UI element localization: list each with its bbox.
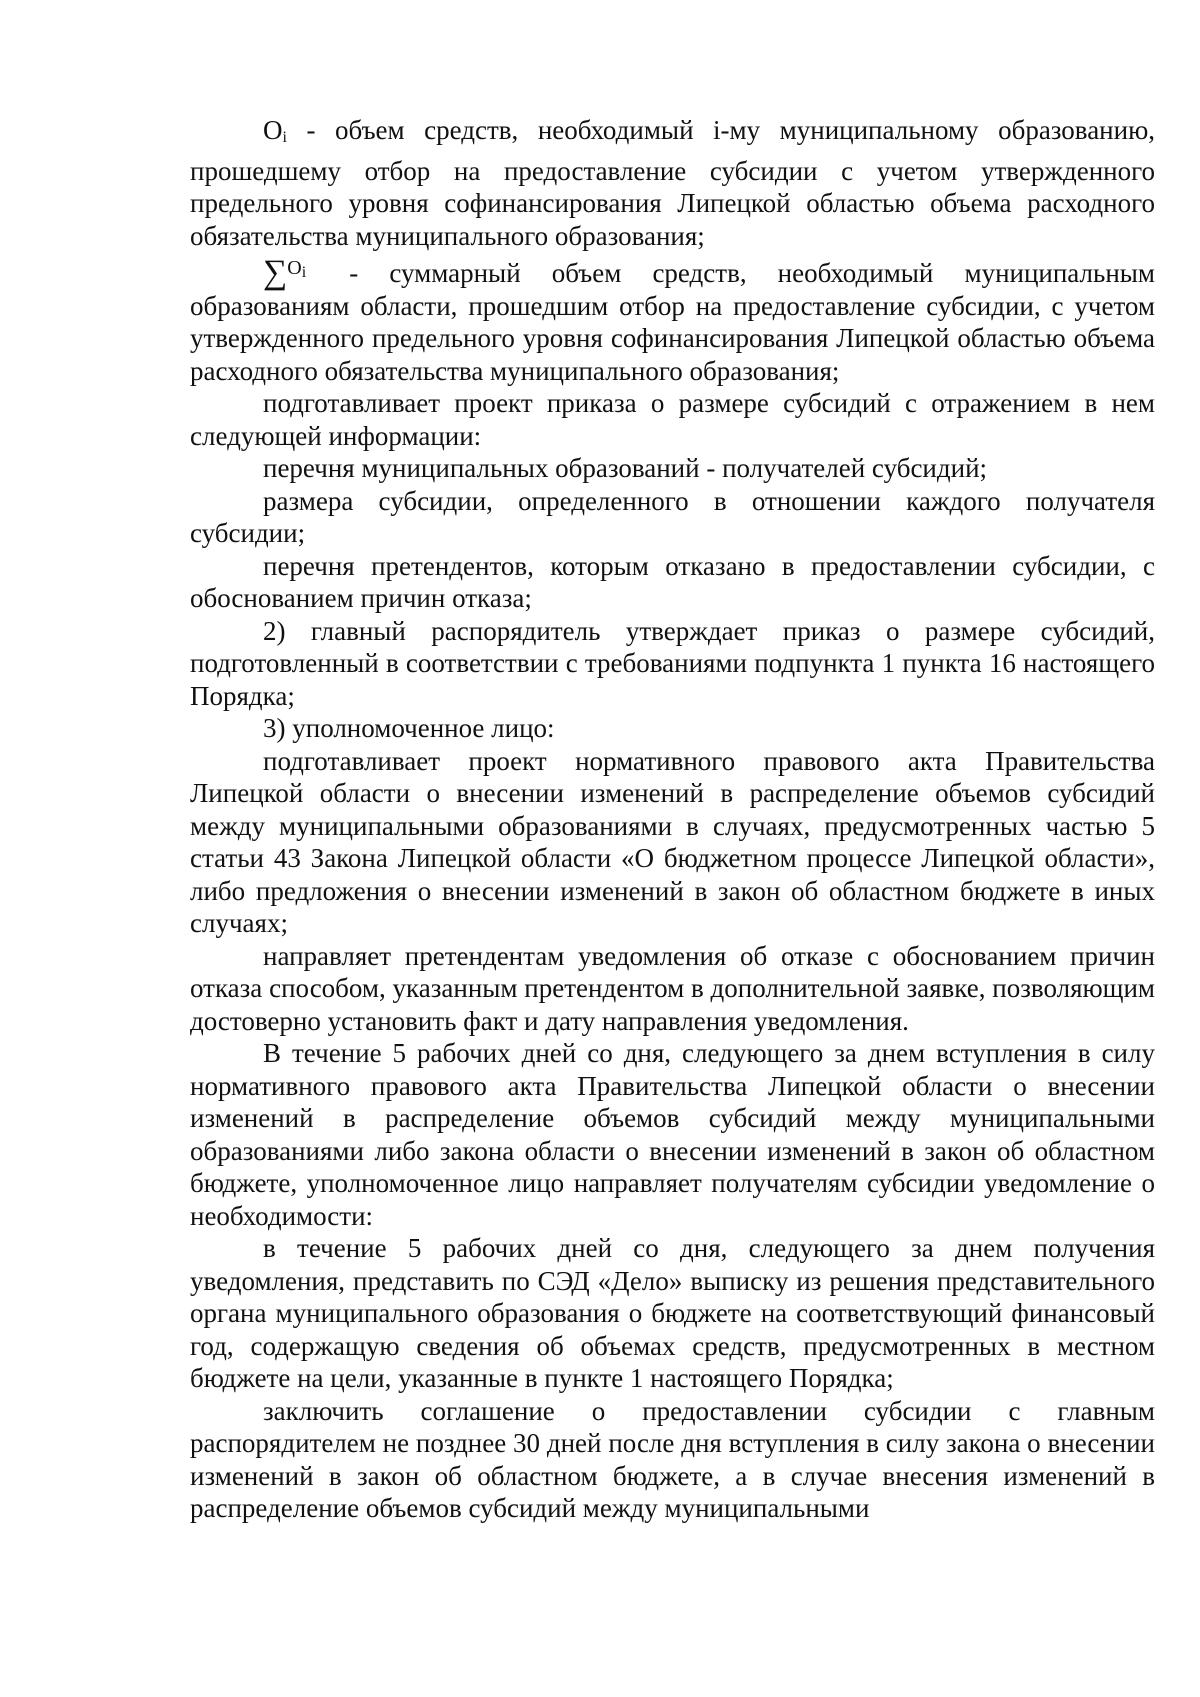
document-body [190,114,1155,1525]
paragraph: 3) уполномоченное лицо: [263,713,555,743]
paragraph-sum-definition [190,252,1155,387]
paragraph-oi-definition [190,114,1155,252]
paragraph: 2) главный распорядитель утверждает приказ о размере субсидий, подготовленный в соответствии с требованиями подпункта 1 пункта 16 настоящего Порядка; [190,615,1155,711]
paragraph: размера субсидии, определенного в отношении каждого получателя субсидии; [190,485,1155,548]
oi-subscript: i [282,129,287,146]
paragraph: перечня претендентов, которым отказано в предоставлении субсидии, с обоснованием причин отказа; [190,550,1155,613]
sigma-symbol: ∑ [263,254,288,291]
paragraph: перечня муниципальных образований - получателей субсидий; [263,453,988,483]
paragraph: заключить соглашение о предоставлении субсидии с главным распорядителем не позднее 30 дней после дня вступления в силу закона о внесении изменений в закон об областном бюджете, а в случае внесения изменений в распределение объемов субсидий между муниципальными [190,1395,1155,1523]
paragraph: В течение 5 рабочих дней со дня, следующего за днем вступления в силу нормативного правового акта Правительства Липецкой области о внесении изменений в распределение объемов субсидий между муниципальными образованиями либо закона области о внесении изменений в закон об областном бюджете, уполномоченное лицо направляет получателям субсидии уведомление о необходимости: [190,1038,1155,1231]
paragraph: подготавливает проект нормативного правового акта Правительства Липецкой области о внесении изменений в распределение объемов субсидий между муниципальными образованиями в случаях, предусмотренных частью 5 статьи 43 Закона Липецкой области «О бюджетном процессе Липецкой области», либо предложения о внесении изменений в закон об областном бюджете в иных случаях; [190,745,1155,938]
sum-oi-symbol: Oi [287,257,307,281]
oi-definition-text: - объем средств, необходимый i-му муниципальному образованию, прошедшему отбор на предоставление субсидии с учетом утвержденного предельного уровня софинансирования Липецкой областью объема расходного обязательства муниципального образования; [190,115,1155,251]
paragraph: направляет претендентам уведомления об отказе с обоснованием причин отказа способом, указанным претендентом в дополнительной заявке, позволяющим достоверно установить факт и дату направления уведомления. [190,940,1155,1036]
oi-symbol: O [263,115,283,145]
paragraph: подготавливает проект приказа о размере субсидий с отражением в нем следующей информации: [190,388,1155,451]
sum-definition-text: - суммарный объем средств, необходимый муниципальным образованиям области, прошедшим отбор на предоставление субсидии, с учетом утвержденного предельного уровня софинансирования Липецкой областью объема расходного обязательства муниципального образования; [190,258,1155,386]
paragraph: в течение 5 рабочих дней со дня, следующего за днем получения уведомления, представить по СЭД «Дело» выписку из решения представительного органа муниципального образования о бюджете на соответствующий финансовый год, содержащую сведения об объемах средств, предусмотренных в местном бюджете на цели, указанные в пункте 1 настоящего Порядка; [190,1233,1155,1393]
